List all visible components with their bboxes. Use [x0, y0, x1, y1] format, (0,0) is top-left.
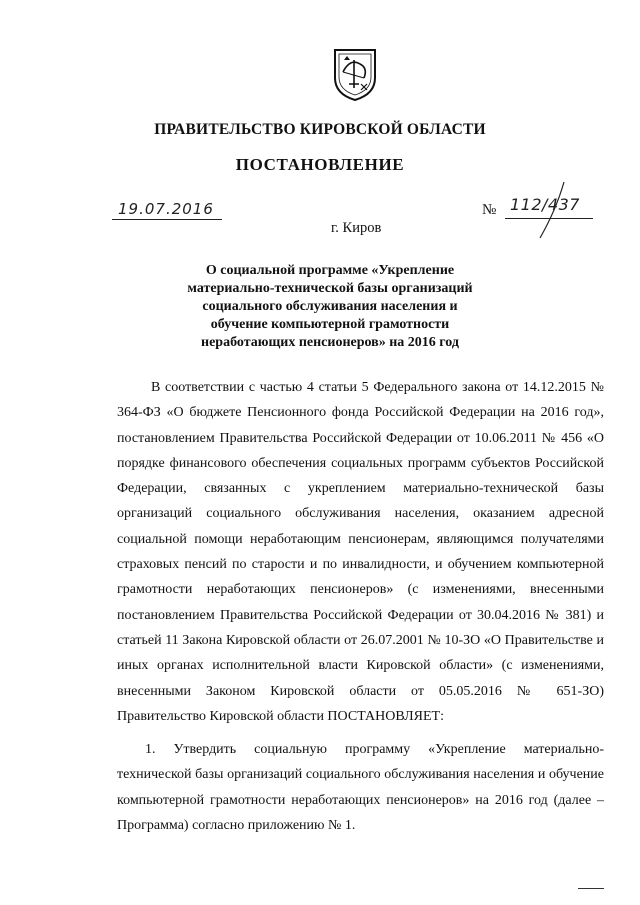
page-bottom-mark — [578, 888, 604, 889]
coat-of-arms-icon — [330, 44, 380, 102]
resolution-item-1: 1. Утвердить социальную программу «Укрепление материально-технической базы организаций социального обслуживания населения и обучение компьютерной грамотности неработающих пенсионеров» на 2016 год (далее – Программа) согласно приложению № 1. — [117, 742, 604, 834]
document-date: 19.07.2016 — [118, 200, 214, 218]
preamble-paragraph: В соответствии с частью 4 статьи 5 Федерального закона от 14.12.2015 № 364-ФЗ «О бюджете Пенсионного фонда Российской Федерации на 2016 год», постановлением Правительства Российской Федерации от 10.06.2011 № 456 «О порядке финансового обеспечения социальных программ субъектов Российской Федерации, связанных с укреплением материально-технической базы организаций социального обслуживания населения, оказанием адресной социальной помощи неработающим пенсионерам, являющимся получателями страховых пенсий по старости и по инвалидности, и обучением компьютерной грамотности неработающих пенсионеров» (с изменениями, внесенными постановлением Правительства Российской Федерации от 30.04.2016 № 381) и статьей 11 Закона Кировской области от 26.07.2001 № 10-ЗО «О Правительстве и иных органах исполнительной власти Кировской области» (с изменениями, внесенными Законом Кировской области от 05.05.2016 № 651-ЗО) Правительство Кировской области ПОСТАНОВЛЯЕТ: — [117, 380, 604, 724]
document-type: ПОСТАНОВЛЕНИЕ — [235, 155, 405, 174]
government-title: ПРАВИТЕЛЬСТВО КИРОВСКОЙ ОБЛАСТИ — [154, 121, 486, 138]
date-underline — [112, 219, 222, 220]
document-number: 112/437 — [510, 195, 580, 214]
number-sign: № — [482, 202, 497, 218]
document-body — [117, 375, 604, 838]
handwritten-slash — [528, 180, 588, 242]
document-city: г. Киров — [331, 220, 382, 236]
document-subject: О социальной программе «Укрепление материально-технической базы организаций социального обслуживания населения и обучение компьютерной грамотности неработающих пенсионеров» на 2016 год — [187, 263, 473, 350]
